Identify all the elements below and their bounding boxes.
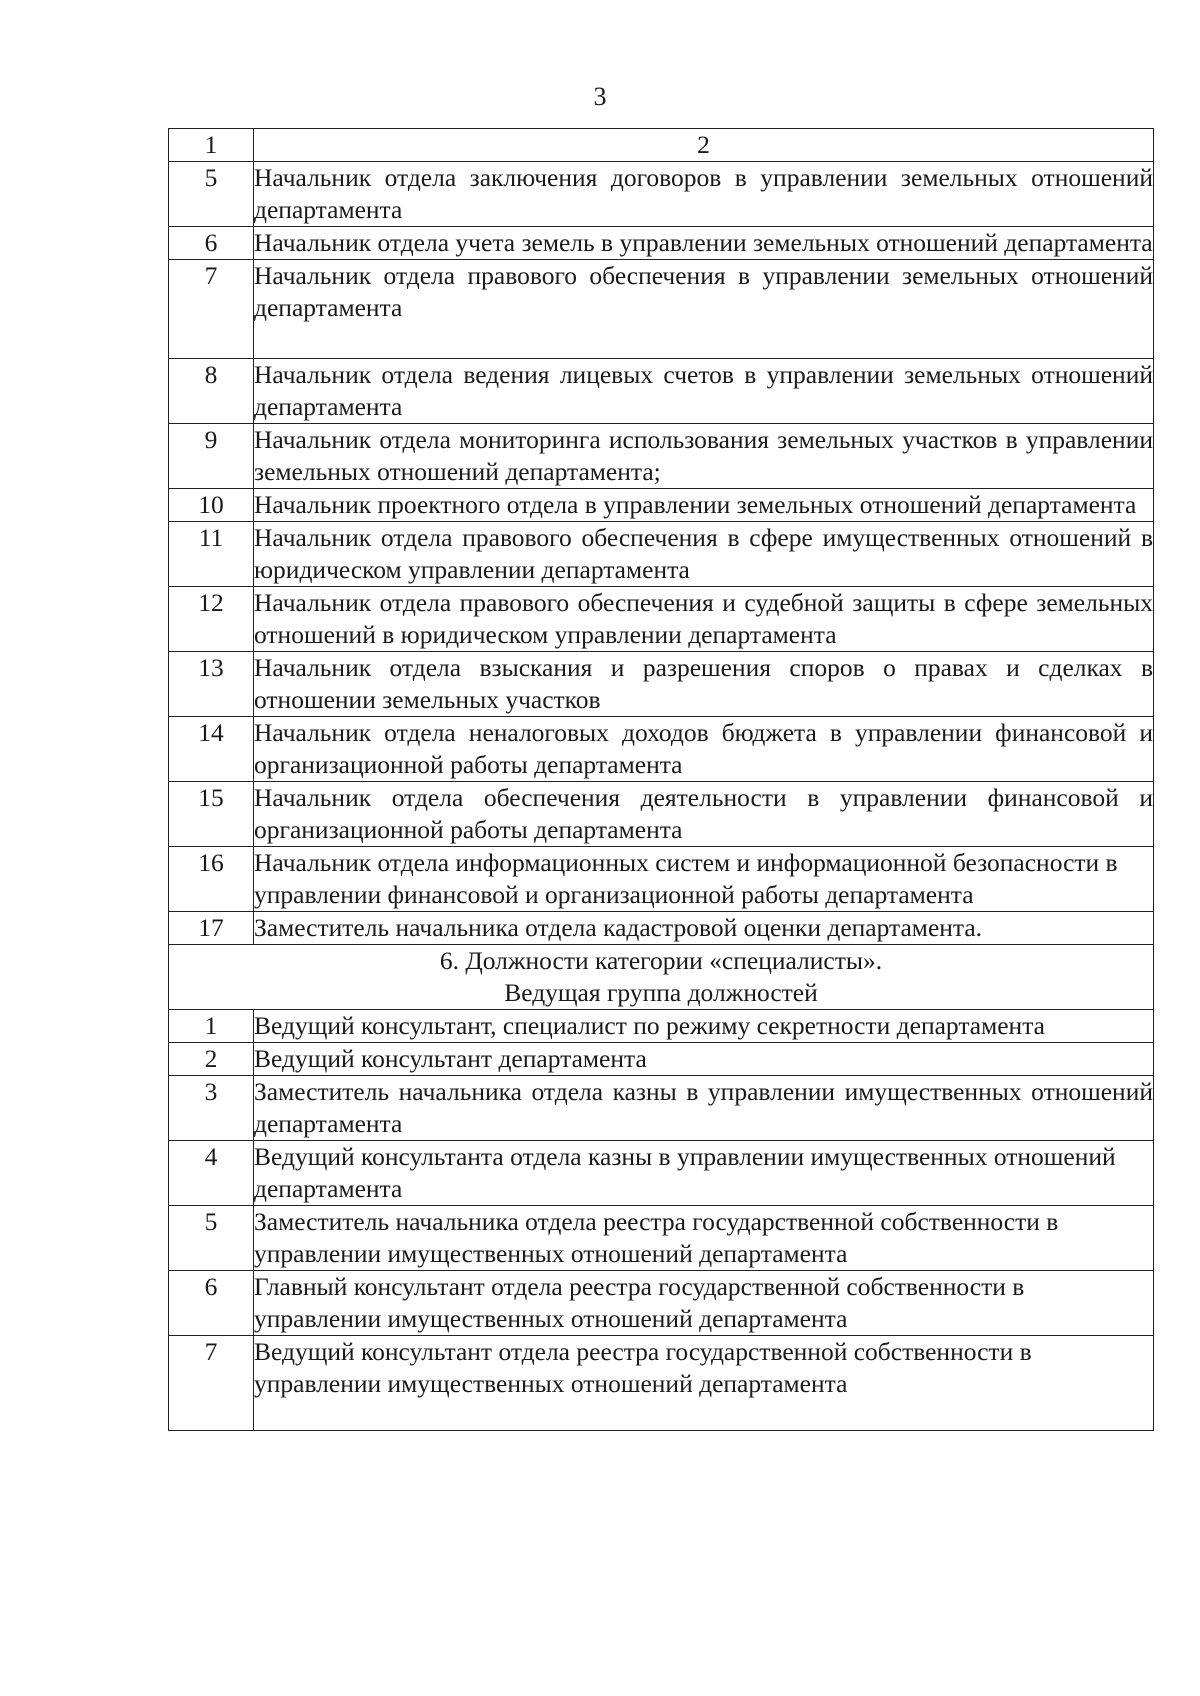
table-row	[169, 1141, 1154, 1206]
header-col-position: 2	[254, 129, 1154, 162]
row-position: Заместитель начальника отдела кадастровой оценки департамента.	[254, 912, 1154, 945]
row-position: Заместитель начальника отдела казны в управлении имущественных отношений департамента	[254, 1076, 1154, 1141]
header-col-number: 1	[169, 129, 254, 162]
row-number: 13	[169, 652, 254, 717]
table-row	[169, 1010, 1154, 1043]
row-position: Начальник отдела неналоговых доходов бюджета в управлении финансовой и организационной работы департамента	[254, 717, 1154, 782]
row-number: 3	[169, 1076, 254, 1141]
row-position: Начальник отдела мониторинга использования земельных участков в управлении земельных отношений департамента;	[254, 424, 1154, 489]
row-number: 17	[169, 912, 254, 945]
table-row	[169, 1206, 1154, 1271]
row-number: 9	[169, 424, 254, 489]
row-position: Начальник отдела правового обеспечения в сфере имущественных отношений в юридическом управлении департамента	[254, 522, 1154, 587]
row-number: 14	[169, 717, 254, 782]
row-number: 6	[169, 227, 254, 260]
row-position: Начальник отдела обеспечения деятельности в управлении финансовой и организационной работы департамента	[254, 782, 1154, 847]
table-row	[169, 912, 1154, 945]
row-position: Ведущий консультанта отдела казны в управлении имущественных отношений департамента	[254, 1141, 1154, 1206]
row-position: Начальник отдела заключения договоров в управлении земельных отношений департамента	[254, 162, 1154, 227]
row-number: 10	[169, 489, 254, 522]
row-number: 6	[169, 1271, 254, 1336]
row-number: 8	[169, 359, 254, 424]
table-row	[169, 1043, 1154, 1076]
table-row	[169, 652, 1154, 717]
table-row	[169, 782, 1154, 847]
row-position: Начальник отдела учета земель в управлении земельных отношений департамента	[254, 227, 1154, 260]
table-row	[169, 522, 1154, 587]
table-row	[169, 227, 1154, 260]
row-number: 5	[169, 1206, 254, 1271]
row-position: Ведущий консультант отдела реестра государственной собственности в управлении имущественных отношений департамента	[254, 1336, 1154, 1431]
table-row	[169, 359, 1154, 424]
row-position: Главный консультант отдела реестра государственной собственности в управлении имущественных отношений департамента	[254, 1271, 1154, 1336]
row-position: Начальник отдела ведения лицевых счетов в управлении земельных отношений департамента	[254, 359, 1154, 424]
row-number: 1	[169, 1010, 254, 1043]
row-number: 15	[169, 782, 254, 847]
table-row	[169, 424, 1154, 489]
table-row	[169, 1271, 1154, 1336]
row-number: 2	[169, 1043, 254, 1076]
row-number: 16	[169, 847, 254, 912]
table-row	[169, 489, 1154, 522]
row-position: Начальник отдела информационных систем и информационной безопасности в управлении финансовой и организационной работы департамента	[254, 847, 1154, 912]
table-row	[169, 847, 1154, 912]
row-number: 4	[169, 1141, 254, 1206]
row-position: Начальник проектного отдела в управлении земельных отношений департамента	[254, 489, 1154, 522]
row-position: Начальник отдела правового обеспечения и судебной защиты в сфере земельных отношений в юридическом управлении департамента	[254, 587, 1154, 652]
row-number: 5	[169, 162, 254, 227]
row-position: Ведущий консультант департамента	[254, 1043, 1154, 1076]
page-number: 3	[593, 82, 607, 111]
row-position: Начальник отдела правового обеспечения в управлении земельных отношений департамента	[254, 260, 1154, 359]
table-row	[169, 587, 1154, 652]
table-row	[169, 717, 1154, 782]
row-position: Заместитель начальника отдела реестра государственной собственности в управлении имущественных отношений департамента	[254, 1206, 1154, 1271]
table-row	[169, 1076, 1154, 1141]
row-position: Ведущий консультант, специалист по режиму секретности департамента	[254, 1010, 1154, 1043]
table-row	[169, 260, 1154, 359]
row-number: 12	[169, 587, 254, 652]
row-number: 11	[169, 522, 254, 587]
row-number: 7	[169, 260, 254, 359]
row-number: 7	[169, 1336, 254, 1431]
positions-table	[168, 128, 1154, 1431]
section-subtitle: Ведущая группа должностей	[504, 978, 818, 1007]
section-heading-row	[169, 945, 1154, 1010]
row-position: Начальник отдела взыскания и разрешения споров о правах и сделках в отношении земельных участков	[254, 652, 1154, 717]
table-row	[169, 162, 1154, 227]
section-heading	[169, 945, 1154, 1010]
table-row	[169, 1336, 1154, 1431]
table-header-row	[169, 129, 1154, 162]
section-title: 6. Должности категории «специалисты».	[439, 946, 883, 975]
